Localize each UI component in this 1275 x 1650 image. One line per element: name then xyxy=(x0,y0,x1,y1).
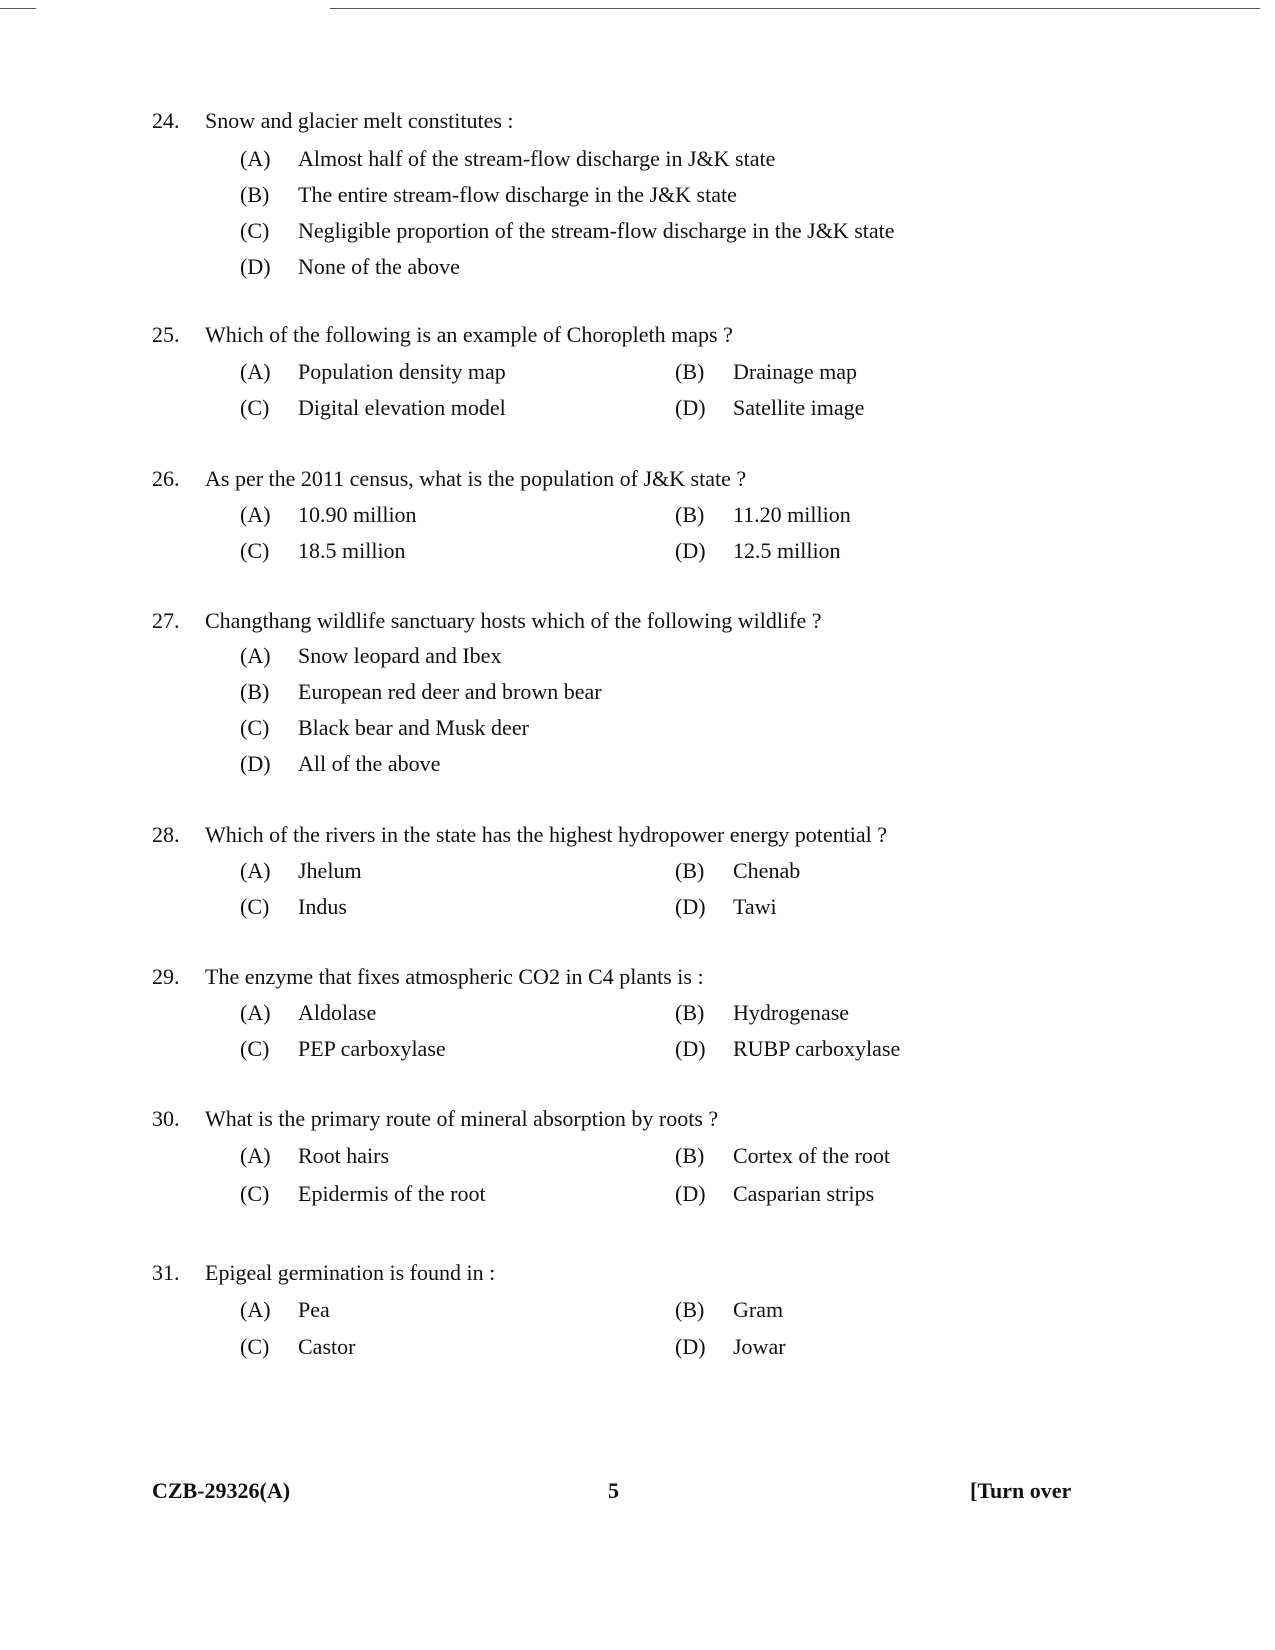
question-number: 25. xyxy=(152,322,180,347)
page-number: 5 xyxy=(608,1478,619,1503)
option-a: (A) Root hairs xyxy=(240,1143,390,1168)
question-number: 28. xyxy=(152,822,180,847)
option-a: (A) Pea xyxy=(240,1297,330,1322)
option-b: (B) Gram xyxy=(675,1297,784,1322)
option-a: (A) Snow leopard and Ibex xyxy=(240,643,502,668)
question-text: As per the 2011 census, what is the population of J&K state ? xyxy=(205,466,747,491)
option-d: (D) All of the above xyxy=(240,751,441,776)
question-number: 27. xyxy=(152,608,180,633)
option-c: (C) Epidermis of the root xyxy=(240,1181,486,1206)
option-c: (C) Black bear and Musk deer xyxy=(240,715,529,740)
option-b: (B) Cortex of the root xyxy=(675,1143,891,1168)
option-b: (B) 11.20 million xyxy=(675,502,851,527)
option-d: (D) Tawi xyxy=(675,894,777,919)
paper-code: CZB-29326(A) xyxy=(152,1478,291,1503)
option-d: (D) 12.5 million xyxy=(675,538,841,563)
question-text: Epigeal germination is found in : xyxy=(205,1260,496,1285)
option-d: (D) Satellite image xyxy=(675,395,865,420)
question-number: 29. xyxy=(152,964,180,989)
question-number: 26. xyxy=(152,466,180,491)
option-d: (D) RUBP carboxylase xyxy=(675,1036,901,1061)
question-text: Snow and glacier melt constitutes : xyxy=(205,108,514,133)
question-text: Which of the following is an example of Choropleth maps ? xyxy=(205,322,733,347)
header-rule-right xyxy=(330,8,1260,9)
question-text: Which of the rivers in the state has the highest hydropower energy potential ? xyxy=(205,822,887,847)
option-a: (A) Aldolase xyxy=(240,1000,377,1025)
question-text: Changthang wildlife sanctuary hosts which of the following wildlife ? xyxy=(205,608,822,633)
option-a: (A) 10.90 million xyxy=(240,502,417,527)
question-number: 24. xyxy=(152,108,180,133)
question-number: 31. xyxy=(152,1260,180,1285)
option-c: (C) PEP carboxylase xyxy=(240,1036,446,1061)
option-b: (B) Chenab xyxy=(675,858,801,883)
option-c: (C) Digital elevation model xyxy=(240,395,506,420)
option-c: (C) Negligible proportion of the stream-flow discharge in the J&K state xyxy=(240,218,895,243)
turn-over-note: [Turn over xyxy=(970,1478,1072,1503)
option-b: (B) Drainage map xyxy=(675,359,857,384)
question-number: 30. xyxy=(152,1106,180,1131)
option-c: (C) 18.5 million xyxy=(240,538,406,563)
option-c: (C) Indus xyxy=(240,894,347,919)
option-a: (A) Jhelum xyxy=(240,858,362,883)
option-a: (A) Population density map xyxy=(240,359,506,384)
option-d: (D) Jowar xyxy=(675,1334,786,1359)
header-rule-left xyxy=(0,8,36,9)
option-c: (C) Castor xyxy=(240,1334,356,1359)
option-d: (D) Casparian strips xyxy=(675,1181,875,1206)
option-a: (A) Almost half of the stream-flow discharge in J&K state xyxy=(240,146,776,171)
question-text: What is the primary route of mineral absorption by roots ? xyxy=(205,1106,719,1131)
option-b: (B) European red deer and brown bear xyxy=(240,679,602,704)
option-d: (D) None of the above xyxy=(240,254,460,279)
option-b: (B) Hydrogenase xyxy=(675,1000,850,1025)
option-b: (B) The entire stream-flow discharge in the J&K state xyxy=(240,182,737,207)
question-text: The enzyme that fixes atmospheric CO2 in C4 plants is : xyxy=(205,964,704,989)
